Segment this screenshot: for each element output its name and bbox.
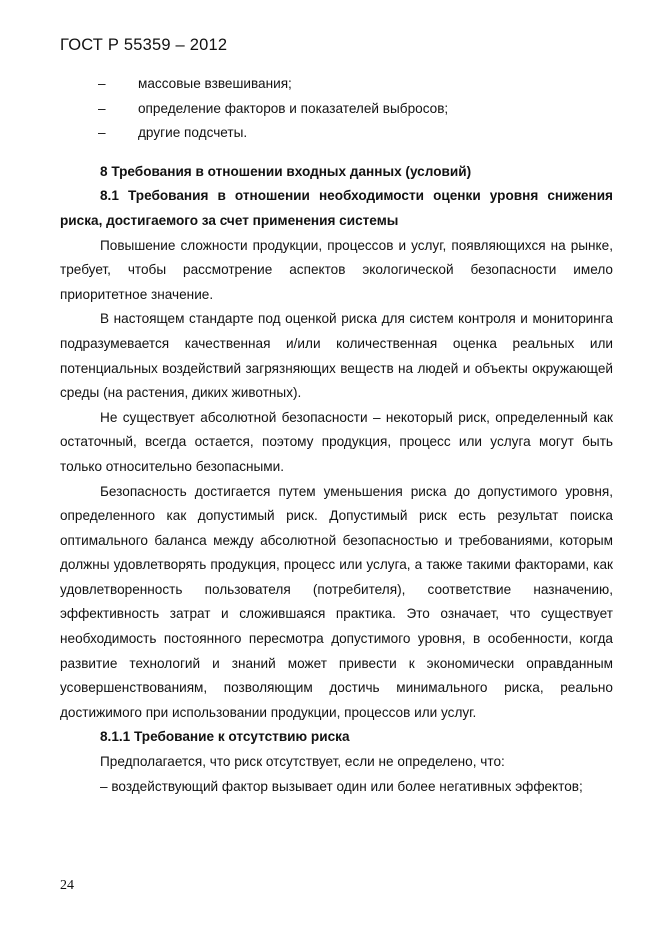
- page-content: [60, 72, 613, 799]
- bullet-dash: –: [98, 100, 106, 116]
- section-heading-8-1-1: 8.1.1 Требование к отсутствию риска: [100, 729, 350, 745]
- list-item: [60, 121, 613, 146]
- paragraph: Предполагается, что риск отсутствует, если не определено, что:: [100, 754, 505, 770]
- bullet-dash: –: [98, 125, 106, 141]
- bullet-dash: –: [98, 76, 106, 91]
- list-item-text: определение факторов и показателей выбросов;: [138, 100, 449, 116]
- paragraph: Не существует абсолютной безопасности – некоторый риск, определенный как остаточный, всегда остается, поэтому продукция, процесс или услуга могут быть только относительно безопасными.: [60, 409, 613, 474]
- list-item-text: другие подсчеты.: [138, 125, 248, 141]
- paragraph: Повышение сложности продукции, процессов и услуг, появляющихся на рынке, требует, чтобы рассмотрение аспектов экологической безопасности имело приоритетное значение.: [60, 237, 613, 302]
- paragraph: – воздействующий фактор вызывает один или более негативных эффектов;: [100, 778, 583, 794]
- list-item: [60, 72, 613, 97]
- page-number: 24: [60, 878, 74, 893]
- section-heading-8-1: 8.1 Требования в отношении необходимости оценки уровня снижения риска, достигаемого за счет применения системы: [60, 188, 613, 228]
- paragraph: Безопасность достигается путем уменьшения риска до допустимого уровня, определенного как допустимый риск. Допустимый риск есть результат поиска оптимального баланса между абсолютной безопасностью и требованиями, которым должны удовлетворять продукция, процесс или услуга, а также такими факторами, как удовлетворенность пользователя (потребителя), соответствие назначению, эффективность затрат и сложившаяся практика. Это означает, что существует необходимость постоянного пересмотра допустимого уровня, в особенности, когда развитие технологий и знаний может привести к экономически оправданным усовершенствованиям, позволяющим достичь минимального риска, реально достижимого при использовании продукции, процессов или услуг.: [60, 483, 613, 720]
- list-item: [60, 97, 613, 122]
- section-heading-8: 8 Требования в отношении входных данных (условий): [100, 163, 472, 179]
- paragraph: В настоящем стандарте под оценкой риска для систем контроля и мониторинга подразумевается качественная и/или количественная оценка реальных или потенциальных воздействий загрязняющих веществ на людей и объекты окружающей среды (на растения, диких животных).: [60, 311, 613, 401]
- list-item-text: массовые взвешивания;: [138, 76, 292, 91]
- document-header: ГОСТ Р 55359 – 2012: [60, 36, 228, 54]
